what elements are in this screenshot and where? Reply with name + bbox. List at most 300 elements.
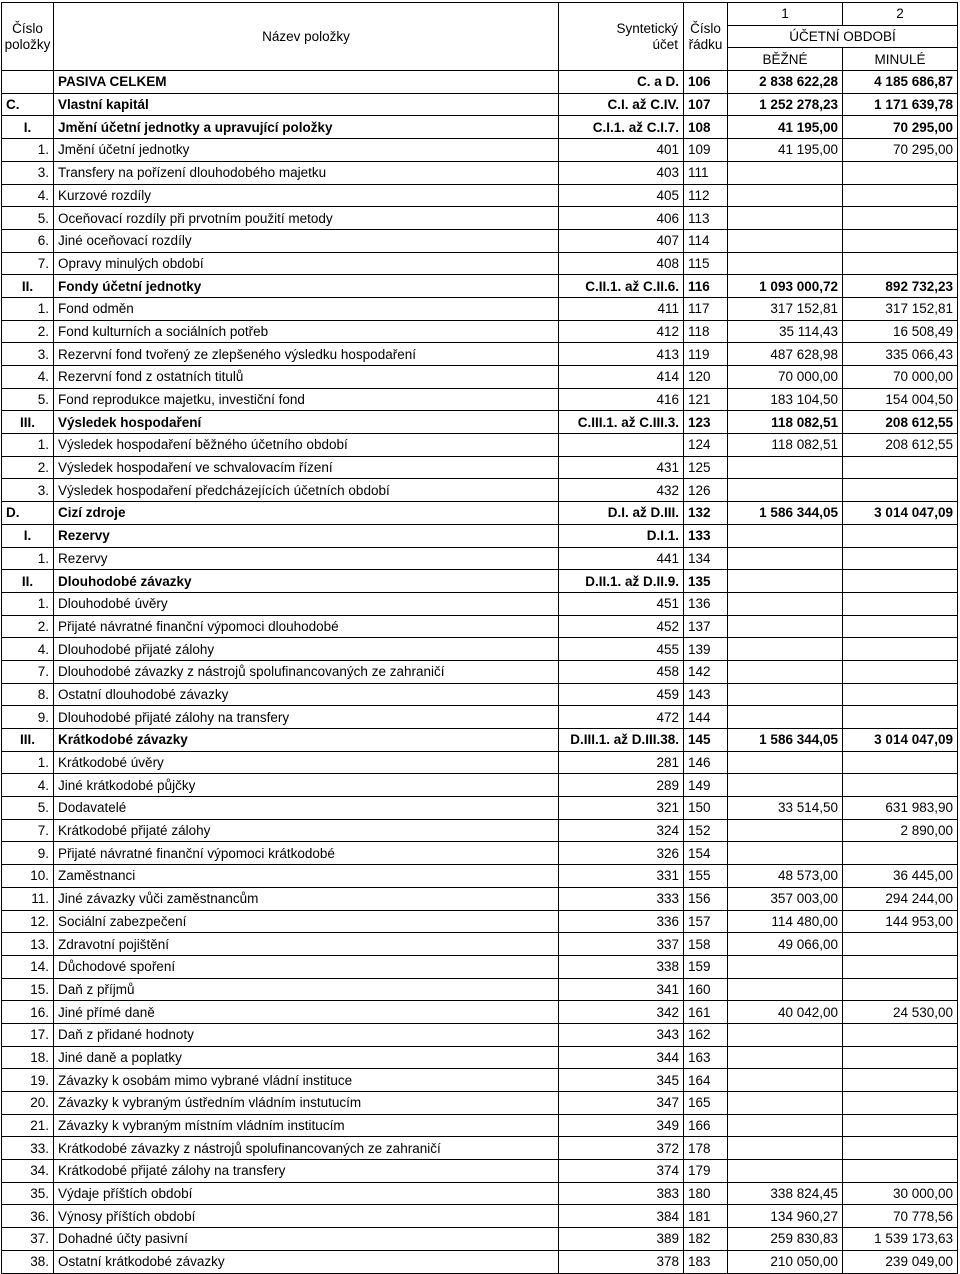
balance-sheet-table [1,2,958,1274]
row-previous-period-value [843,570,958,593]
row-synthetic-account: 349 [559,1114,684,1137]
row-current-period-value [728,1069,843,1092]
row-item-number: 1. [2,751,54,774]
row-line-number: 180 [684,1182,728,1205]
row-current-period-value [728,638,843,661]
row-line-number: 136 [684,592,728,615]
row-item-name: Jiné závazky vůči zaměstnancům [54,887,559,910]
row-item-number: 36. [2,1205,54,1228]
row-line-number: 156 [684,887,728,910]
row-synthetic-account: 432 [559,479,684,502]
table-row [2,139,958,162]
row-current-period-value [728,1092,843,1115]
table-row [2,933,958,956]
table-body [2,71,958,1273]
row-previous-period-value: 892 732,23 [843,275,958,298]
row-previous-period-value: 208 612,55 [843,434,958,457]
row-item-number: C. [2,93,54,116]
table-row [2,434,958,457]
row-line-number: 134 [684,547,728,570]
row-previous-period-value: 3 014 047,09 [843,729,958,752]
row-item-name: Jiné přímé daně [54,1001,559,1024]
row-line-number: 109 [684,139,728,162]
row-item-number: 2. [2,615,54,638]
row-synthetic-account: 412 [559,320,684,343]
row-item-name: Závazky k vybraným ústředním vládním instutucím [54,1092,559,1115]
table-row [2,1046,958,1069]
row-line-number: 183 [684,1250,728,1273]
row-item-name: Rezervní fond tvořený ze zlepšeného výsledku hospodaření [54,343,559,366]
row-current-period-value: 40 042,00 [728,1001,843,1024]
row-synthetic-account: 441 [559,547,684,570]
table-row [2,320,958,343]
row-synthetic-account: 345 [559,1069,684,1092]
row-line-number: 162 [684,1023,728,1046]
row-current-period-value [728,161,843,184]
row-current-period-value: 338 824,45 [728,1182,843,1205]
row-line-number: 178 [684,1137,728,1160]
row-item-number: 38. [2,1250,54,1273]
table-row [2,547,958,570]
row-previous-period-value: 36 445,00 [843,865,958,888]
row-synthetic-account: 389 [559,1228,684,1251]
row-item-number: 1. [2,139,54,162]
row-item-number: 33. [2,1137,54,1160]
row-current-period-value [728,842,843,865]
row-item-number: 5. [2,797,54,820]
row-previous-period-value [843,184,958,207]
row-previous-period-value [843,456,958,479]
row-item-number: I. [2,524,54,547]
row-current-period-value: 210 050,00 [728,1250,843,1273]
table-row [2,93,958,116]
row-synthetic-account: 343 [559,1023,684,1046]
row-previous-period-value [843,751,958,774]
row-item-number: 5. [2,388,54,411]
row-previous-period-value: 30 000,00 [843,1182,958,1205]
row-line-number: 117 [684,297,728,320]
row-item-number: 1. [2,434,54,457]
row-previous-period-value [843,161,958,184]
table-row [2,751,958,774]
table-row [2,161,958,184]
row-previous-period-value: 1 539 173,63 [843,1228,958,1251]
row-item-name: Krátkodobé úvěry [54,751,559,774]
row-synthetic-account: 341 [559,978,684,1001]
row-current-period-value: 49 066,00 [728,933,843,956]
row-previous-period-value: 1 171 639,78 [843,93,958,116]
row-item-name: Krátkodobé závazky [54,729,559,752]
row-current-period-value [728,706,843,729]
row-item-name: Závazky k vybraným místním vládním institucím [54,1114,559,1137]
row-previous-period-value: 16 508,49 [843,320,958,343]
table-row [2,660,958,683]
row-item-number: 20. [2,1092,54,1115]
row-previous-period-value: 70 000,00 [843,366,958,389]
row-current-period-value [728,1160,843,1183]
row-current-period-value: 70 000,00 [728,366,843,389]
row-previous-period-value: 2 890,00 [843,819,958,842]
row-synthetic-account: 321 [559,797,684,820]
table-row [2,842,958,865]
row-item-number: 10. [2,865,54,888]
row-previous-period-value [843,592,958,615]
row-item-number: 13. [2,933,54,956]
row-item-number: 2. [2,320,54,343]
table-row [2,615,958,638]
row-line-number: 121 [684,388,728,411]
row-previous-period-value [843,229,958,252]
row-previous-period-value: 239 049,00 [843,1250,958,1273]
row-item-number: 1. [2,592,54,615]
row-current-period-value [728,615,843,638]
table-row [2,910,958,933]
row-previous-period-value [843,933,958,956]
table-row [2,184,958,207]
table-row [2,819,958,842]
row-item-name: Přijaté návratné finanční výpomoci dlouhodobé [54,615,559,638]
table-row [2,388,958,411]
row-line-number: 107 [684,93,728,116]
row-item-name: Jmění účetní jednotky a upravující položky [54,116,559,139]
row-item-number: III. [2,411,54,434]
row-line-number: 143 [684,683,728,706]
table-row [2,683,958,706]
row-synthetic-account: 413 [559,343,684,366]
row-synthetic-account [559,434,684,457]
row-line-number: 113 [684,207,728,230]
row-previous-period-value [843,955,958,978]
row-item-name: Fond odměn [54,297,559,320]
row-previous-period-value [843,660,958,683]
table-row [2,1023,958,1046]
row-previous-period-value: 4 185 686,87 [843,71,958,94]
row-item-name: Fondy účetní jednotky [54,275,559,298]
row-item-number: III. [2,729,54,752]
row-synthetic-account: 408 [559,252,684,275]
row-line-number: 120 [684,366,728,389]
table-row [2,887,958,910]
table-row [2,502,958,525]
row-synthetic-account: 414 [559,366,684,389]
row-current-period-value [728,570,843,593]
row-item-number: II. [2,570,54,593]
row-item-number: 16. [2,1001,54,1024]
row-previous-period-value [843,1092,958,1115]
row-item-number: 18. [2,1046,54,1069]
row-synthetic-account: 458 [559,660,684,683]
row-item-name: Sociální zabezpečení [54,910,559,933]
row-item-name: Zaměstnanci [54,865,559,888]
row-current-period-value [728,819,843,842]
row-line-number: 149 [684,774,728,797]
row-current-period-value [728,683,843,706]
row-previous-period-value: 24 530,00 [843,1001,958,1024]
table-row [2,1069,958,1092]
table-row [2,1182,958,1205]
row-line-number: 142 [684,660,728,683]
row-item-name: Výnosy příštích období [54,1205,559,1228]
table-row [2,1160,958,1183]
row-previous-period-value [843,1046,958,1069]
header-synthetic-account: Syntetický účet [559,3,684,71]
row-previous-period-value [843,1137,958,1160]
row-synthetic-account: 333 [559,887,684,910]
row-current-period-value: 1 252 278,23 [728,93,843,116]
row-line-number: 108 [684,116,728,139]
row-synthetic-account: D.I.1. [559,524,684,547]
row-previous-period-value: 70 295,00 [843,116,958,139]
row-item-name: Dlouhodobé závazky z nástrojů spolufinancovaných ze zahraničí [54,660,559,683]
row-previous-period-value: 631 983,90 [843,797,958,820]
row-previous-period-value [843,774,958,797]
row-current-period-value [728,524,843,547]
row-item-name: Výsledek hospodaření běžného účetního období [54,434,559,457]
row-line-number: 111 [684,161,728,184]
row-synthetic-account: 401 [559,139,684,162]
row-current-period-value: 118 082,51 [728,411,843,434]
table-row [2,978,958,1001]
row-previous-period-value [843,252,958,275]
row-item-name: Opravy minulých období [54,252,559,275]
header-period-col-1: 1 [728,3,843,26]
row-item-name: Závazky k osobám mimo vybrané vládní instituce [54,1069,559,1092]
row-line-number: 112 [684,184,728,207]
row-line-number: 146 [684,751,728,774]
table-row [2,797,958,820]
row-synthetic-account: 383 [559,1182,684,1205]
row-line-number: 124 [684,434,728,457]
table-row [2,865,958,888]
row-synthetic-account: 342 [559,1001,684,1024]
row-item-number: 12. [2,910,54,933]
row-synthetic-account: 411 [559,297,684,320]
row-item-name: PASIVA CELKEM [54,71,559,94]
row-line-number: 144 [684,706,728,729]
row-current-period-value: 1 093 000,72 [728,275,843,298]
row-line-number: 165 [684,1092,728,1115]
row-synthetic-account: 337 [559,933,684,956]
row-item-number: 7. [2,819,54,842]
row-current-period-value: 1 586 344,05 [728,502,843,525]
header-period-title: ÚČETNÍ OBDOBÍ [728,25,958,48]
row-synthetic-account: 431 [559,456,684,479]
row-synthetic-account: C.III.1. až C.III.3. [559,411,684,434]
row-item-number: 4. [2,774,54,797]
row-item-number: 2. [2,456,54,479]
row-synthetic-account: 472 [559,706,684,729]
row-line-number: 115 [684,252,728,275]
row-previous-period-value [843,1069,958,1092]
row-current-period-value: 357 003,00 [728,887,843,910]
row-synthetic-account: 344 [559,1046,684,1069]
row-line-number: 137 [684,615,728,638]
table-row [2,116,958,139]
row-item-name: Ostatní dlouhodobé závazky [54,683,559,706]
row-item-number: 3. [2,161,54,184]
row-line-number: 163 [684,1046,728,1069]
row-item-name: Transfery na pořízení dlouhodobého majetku [54,161,559,184]
row-current-period-value [728,252,843,275]
row-synthetic-account: C.I.1. až C.I.7. [559,116,684,139]
row-previous-period-value: 294 244,00 [843,887,958,910]
row-item-name: Krátkodobé přijaté zálohy na transfery [54,1160,559,1183]
row-synthetic-account: 403 [559,161,684,184]
row-previous-period-value [843,683,958,706]
row-previous-period-value [843,547,958,570]
row-line-number: 152 [684,819,728,842]
row-line-number: 106 [684,71,728,94]
row-line-number: 182 [684,1228,728,1251]
row-previous-period-value [843,842,958,865]
table-row [2,207,958,230]
row-item-number: 11. [2,887,54,910]
row-previous-period-value [843,524,958,547]
row-line-number: 166 [684,1114,728,1137]
row-line-number: 155 [684,865,728,888]
header-period-previous: MINULÉ [843,48,958,71]
row-previous-period-value: 335 066,43 [843,343,958,366]
row-item-name: Dlouhodobé úvěry [54,592,559,615]
row-synthetic-account: 374 [559,1160,684,1183]
row-line-number: 179 [684,1160,728,1183]
table-row [2,229,958,252]
row-current-period-value: 2 838 622,28 [728,71,843,94]
row-item-number: 19. [2,1069,54,1092]
row-item-name: Rezervy [54,524,559,547]
row-current-period-value [728,184,843,207]
row-current-period-value [728,456,843,479]
row-item-number: II. [2,275,54,298]
row-item-name: Dlouhodobé závazky [54,570,559,593]
row-item-name: Fond kulturních a sociálních potřeb [54,320,559,343]
row-item-number: 7. [2,252,54,275]
row-item-name: Dlouhodobé přijaté zálohy na transfery [54,706,559,729]
row-current-period-value [728,1023,843,1046]
row-line-number: 139 [684,638,728,661]
row-item-number: 9. [2,706,54,729]
row-item-name: Dohadné účty pasivní [54,1228,559,1251]
row-line-number: 119 [684,343,728,366]
row-previous-period-value [843,1160,958,1183]
row-synthetic-account: 347 [559,1092,684,1115]
row-item-number: 4. [2,638,54,661]
row-line-number: 150 [684,797,728,820]
row-item-name: Cizí zdroje [54,502,559,525]
row-item-number: 37. [2,1228,54,1251]
table-row [2,592,958,615]
row-item-name: Výsledek hospodaření ve schvalovacím řízení [54,456,559,479]
row-item-number: 21. [2,1114,54,1137]
table-row [2,570,958,593]
row-synthetic-account: 384 [559,1205,684,1228]
table-row [2,479,958,502]
row-item-name: Výdaje příštích období [54,1182,559,1205]
row-item-name: Krátkodobé přijaté zálohy [54,819,559,842]
table-row [2,411,958,434]
row-item-number: I. [2,116,54,139]
row-item-number: 3. [2,479,54,502]
row-item-number: 1. [2,297,54,320]
row-synthetic-account: C.II.1. až C.II.6. [559,275,684,298]
row-item-name: Daň z příjmů [54,978,559,1001]
row-synthetic-account: D.III.1. až D.III.38. [559,729,684,752]
row-current-period-value: 1 586 344,05 [728,729,843,752]
row-item-name: Jmění účetní jednotky [54,139,559,162]
row-synthetic-account: 406 [559,207,684,230]
row-item-number: 4. [2,184,54,207]
row-line-number: 145 [684,729,728,752]
row-line-number: 132 [684,502,728,525]
row-current-period-value [728,774,843,797]
row-line-number: 126 [684,479,728,502]
row-synthetic-account: 407 [559,229,684,252]
row-item-name: Dodavatelé [54,797,559,820]
row-synthetic-account: 459 [559,683,684,706]
row-item-name: Dlouhodobé přijaté zálohy [54,638,559,661]
row-current-period-value [728,592,843,615]
row-current-period-value [728,751,843,774]
row-line-number: 160 [684,978,728,1001]
row-synthetic-account: D.I. až D.III. [559,502,684,525]
table-row [2,343,958,366]
table-row [2,1092,958,1115]
row-current-period-value [728,479,843,502]
table-row [2,524,958,547]
row-synthetic-account: 455 [559,638,684,661]
row-current-period-value: 35 114,43 [728,320,843,343]
row-current-period-value: 41 195,00 [728,116,843,139]
row-item-number: D. [2,502,54,525]
row-item-number: 15. [2,978,54,1001]
row-synthetic-account: 378 [559,1250,684,1273]
row-item-number: 4. [2,366,54,389]
row-current-period-value: 33 514,50 [728,797,843,820]
row-item-name: Ostatní krátkodobé závazky [54,1250,559,1273]
row-item-number: 8. [2,683,54,706]
row-line-number: 158 [684,933,728,956]
row-previous-period-value: 144 953,00 [843,910,958,933]
table-row [2,275,958,298]
row-item-name: Výsledek hospodaření [54,411,559,434]
table-row [2,774,958,797]
row-line-number: 154 [684,842,728,865]
row-current-period-value: 183 104,50 [728,388,843,411]
row-item-number: 14. [2,955,54,978]
row-synthetic-account: C. a D. [559,71,684,94]
row-line-number: 114 [684,229,728,252]
row-current-period-value [728,1046,843,1069]
row-item-number [2,71,54,94]
row-synthetic-account: 289 [559,774,684,797]
header-period-current: BĚŽNÉ [728,48,843,71]
row-previous-period-value [843,1023,958,1046]
row-item-number: 3. [2,343,54,366]
row-previous-period-value [843,706,958,729]
row-item-name: Důchodové spoření [54,955,559,978]
row-item-name: Rezervy [54,547,559,570]
row-previous-period-value: 317 152,81 [843,297,958,320]
row-previous-period-value [843,978,958,1001]
row-current-period-value: 487 628,98 [728,343,843,366]
row-current-period-value [728,955,843,978]
table-row [2,955,958,978]
row-line-number: 118 [684,320,728,343]
row-line-number: 159 [684,955,728,978]
row-previous-period-value [843,1114,958,1137]
row-line-number: 133 [684,524,728,547]
table-row [2,456,958,479]
